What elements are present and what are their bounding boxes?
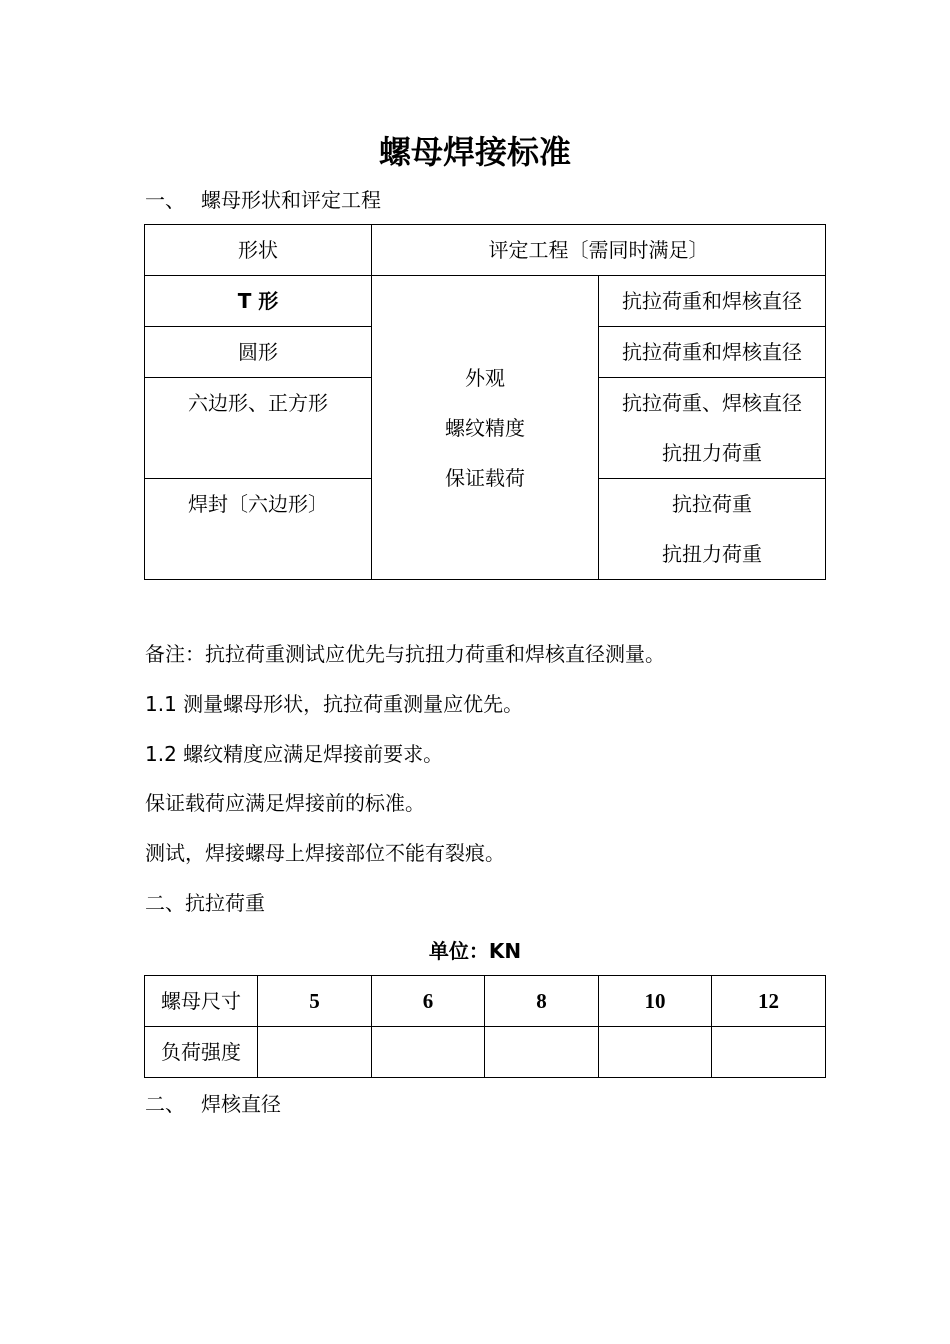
strength-cell — [372, 1027, 485, 1078]
common-eval-items — [372, 276, 599, 580]
req-weld-line-1: 抗拉荷重 — [672, 492, 752, 516]
section-1-title: 螺母形状和评定工程 — [201, 188, 381, 212]
row-label-load-strength: 负荷强度 — [145, 1027, 258, 1078]
common-item-proof-load: 保证载荷 — [445, 465, 525, 490]
header-eval-items: 评定工程〔需同时满足〕 — [372, 225, 826, 276]
note-1-1: 1.1 测量螺母形状，抗拉荷重测量应优先。 — [145, 692, 524, 716]
tensile-load-table — [144, 975, 826, 1078]
remark-text: 备注：抗拉荷重测试应优先与抗扭力荷重和焊核直径测量。 — [145, 642, 665, 666]
common-item-thread-precision: 螺纹精度 — [445, 415, 525, 440]
note-1-2: 1.2 螺纹精度应满足焊接前要求。 — [145, 742, 444, 766]
strength-cell — [485, 1027, 599, 1078]
size-cell: 6 — [372, 976, 485, 1027]
req-t: 抗拉荷重和焊核直径 — [599, 276, 826, 327]
section-1-number: 一、 — [145, 188, 185, 212]
section-3-title: 焊核直径 — [201, 1092, 281, 1116]
strength-cell — [599, 1027, 712, 1078]
page-title: 螺母焊接标准 — [378, 133, 571, 171]
req-hex-line-1: 抗拉荷重、焊核直径 — [622, 391, 802, 415]
size-cell: 8 — [485, 976, 599, 1027]
table-row — [145, 976, 826, 1027]
section-2-heading: 二、抗拉荷重 — [145, 891, 265, 915]
section-1-heading — [145, 185, 381, 215]
section-3-number: 二、 — [145, 1092, 185, 1116]
unit-label: 单位：KN — [428, 939, 522, 963]
req-hex — [599, 378, 826, 479]
size-cell: 5 — [258, 976, 372, 1027]
row-label-nut-size: 螺母尺寸 — [145, 976, 258, 1027]
evaluation-table — [144, 224, 826, 580]
common-item-appearance: 外观 — [465, 365, 505, 390]
req-hex-line-2: 抗扭力荷重 — [662, 441, 762, 465]
strength-cell — [712, 1027, 826, 1078]
table-row — [145, 1027, 826, 1078]
req-round: 抗拉荷重和焊核直径 — [599, 327, 826, 378]
table-row — [145, 225, 826, 276]
section-3-heading — [145, 1089, 281, 1119]
note-proof-load: 保证载荷应满足焊接前的标准。 — [145, 791, 425, 815]
shape-weld: 焊封〔六边形〕 — [145, 479, 372, 580]
table-row — [145, 276, 826, 327]
shape-hex: 六边形、正方形 — [145, 378, 372, 479]
shape-t: T 形 — [145, 276, 372, 327]
size-cell: 12 — [712, 976, 826, 1027]
size-cell: 10 — [599, 976, 712, 1027]
shape-round: 圆形 — [145, 327, 372, 378]
req-weld — [599, 479, 826, 580]
req-weld-line-2: 抗扭力荷重 — [662, 542, 762, 566]
strength-cell — [258, 1027, 372, 1078]
note-crack-test: 测试，焊接螺母上焊接部位不能有裂痕。 — [145, 841, 505, 865]
header-shape: 形状 — [145, 225, 372, 276]
